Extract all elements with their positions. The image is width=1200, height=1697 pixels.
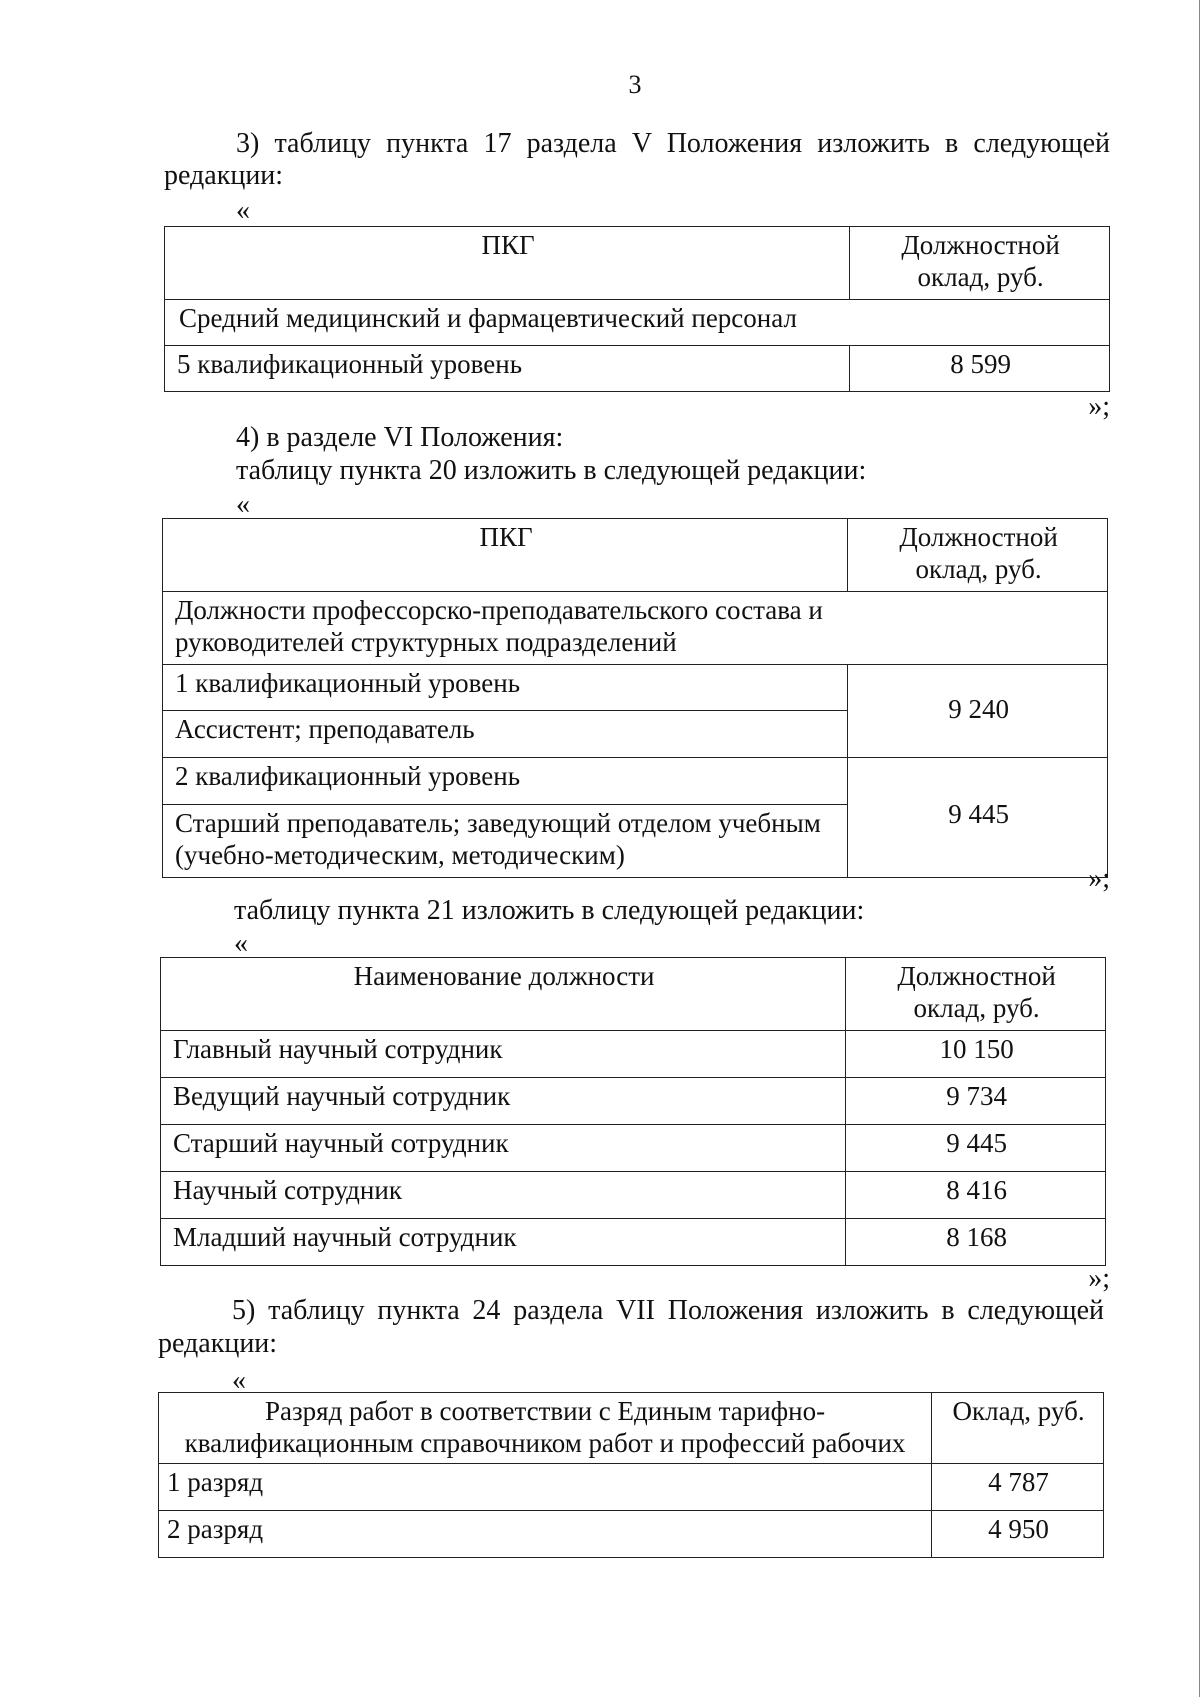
item4-open-quote: « — [236, 489, 250, 520]
table-header-cell: Оклад, руб. — [932, 1393, 1104, 1464]
item5-open-quote: « — [232, 1365, 246, 1396]
table-cell-grade: 2 разряд — [159, 1511, 932, 1558]
table-header-cell: Должностной оклад, руб. — [850, 227, 1110, 300]
table-cell-positions: Старший преподаватель; заведующий отделом учебным (учебно-методическим, методическим) — [163, 805, 848, 878]
table-cell-grade: 1 разряд — [159, 1464, 932, 1511]
item3-table — [164, 226, 1110, 392]
table-cell-position-name: Младший научный сотрудник — [161, 1219, 846, 1266]
table-cell-position-name: Научный сотрудник — [161, 1172, 846, 1219]
table-header-cell: Должностной оклад, руб. — [846, 958, 1106, 1031]
item5-text-line1: 5) таблицу пункта 24 раздела VII Положения изложить в следующей — [232, 1295, 1104, 1326]
item4b-close-quote: »; — [1088, 1263, 1110, 1294]
item4-text-line2: таблицу пункта 20 изложить в следующей редакции: — [236, 455, 867, 486]
item3-close-quote: »; — [1088, 391, 1110, 422]
table-header-cell: ПКГ — [165, 227, 850, 300]
page-number: 3 — [628, 70, 642, 99]
table-cell-salary: 4 787 — [932, 1464, 1104, 1511]
table-cell-positions: Ассистент; преподаватель — [163, 711, 848, 758]
table-cell-salary: 8 168 — [846, 1219, 1106, 1266]
item3-open-quote: « — [236, 195, 250, 226]
item3-text-line2: редакции: — [164, 160, 284, 191]
table-cell-level: 5 квалификационный уровень — [165, 346, 850, 392]
item3-text-line1: 3) таблицу пункта 17 раздела V Положения изложить в следующей — [236, 128, 1110, 159]
table-cell-level: 2 квалификационный уровень — [163, 758, 848, 805]
table-cell-salary: 4 950 — [932, 1511, 1104, 1558]
table-cell-salary: 9 445 — [846, 1125, 1106, 1172]
table-cell-position-name: Ведущий научный сотрудник — [161, 1078, 846, 1125]
table-group-row: Должности профессорско-преподавательского состава и руководителей структурных подразделений — [163, 592, 1108, 665]
table-header-cell: Должностной оклад, руб. — [848, 519, 1108, 592]
item4-text-line1: 4) в разделе VI Положения: — [236, 422, 564, 453]
item4b-text-line1: таблицу пункта 21 изложить в следующей редакции: — [234, 895, 865, 926]
table-header-cell: Разряд работ в соответствии с Единым тарифно-квалификационным справочником работ и профессий рабочих — [159, 1393, 932, 1464]
item4-close-quote: »; — [1088, 863, 1110, 894]
table-cell-position-name: Главный научный сотрудник — [161, 1031, 846, 1078]
table-header-cell: ПКГ — [163, 519, 848, 592]
item5-text-line2: редакции: — [158, 1328, 278, 1359]
table-cell-salary: 9 240 — [848, 665, 1108, 758]
item4b-table — [160, 957, 1106, 1266]
table-cell-salary: 8 599 — [850, 346, 1110, 392]
table-cell-salary: 10 150 — [846, 1031, 1106, 1078]
table-header-cell: Наименование должности — [161, 958, 846, 1031]
table-cell-position-name: Старший научный сотрудник — [161, 1125, 846, 1172]
table-cell-salary: 8 416 — [846, 1172, 1106, 1219]
item4b-open-quote: « — [234, 928, 248, 959]
table-cell-level: 1 квалификационный уровень — [163, 665, 848, 711]
table-cell-salary: 9 445 — [848, 758, 1108, 878]
table-cell-salary: 9 734 — [846, 1078, 1106, 1125]
item4-table — [162, 518, 1108, 878]
table-group-row: Средний медицинский и фармацевтический персонал — [165, 300, 1110, 346]
item5-table — [158, 1392, 1104, 1558]
